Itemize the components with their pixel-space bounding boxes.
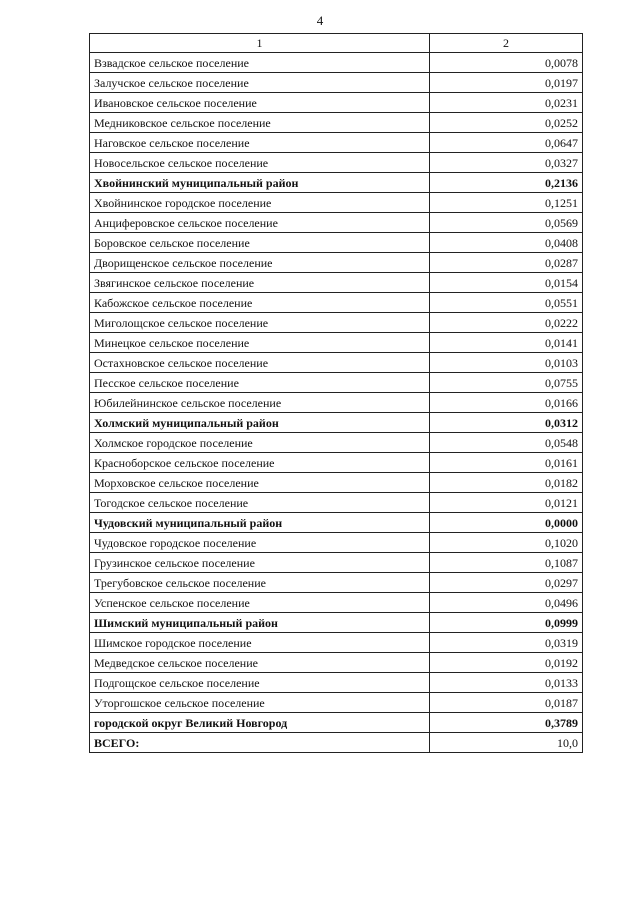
table-row <box>90 253 583 273</box>
row-value-cell: 0,3789 <box>430 713 583 733</box>
row-value-cell: 0,0103 <box>430 353 583 373</box>
row-name-cell: Анциферовское сельское поселение <box>90 213 430 233</box>
row-name-cell: Юбилейнинское сельское поселение <box>90 393 430 413</box>
row-value-cell: 0,2136 <box>430 173 583 193</box>
table-row-total <box>90 413 583 433</box>
table-row <box>90 493 583 513</box>
row-value-cell: 0,0222 <box>430 313 583 333</box>
row-name-cell: Шимское городское поселение <box>90 633 430 653</box>
table-row-total <box>90 733 583 753</box>
table-row-total <box>90 613 583 633</box>
row-name-cell: Холмский муниципальный район <box>90 413 430 433</box>
page-number: 4 <box>316 13 324 28</box>
row-name-cell: Кабожское сельское поселение <box>90 293 430 313</box>
column-header-1: 1 <box>90 34 430 53</box>
table-body <box>90 53 583 753</box>
table-row <box>90 453 583 473</box>
row-name-cell: Холмское городское поселение <box>90 433 430 453</box>
row-name-cell: Боровское сельское поселение <box>90 233 430 253</box>
row-name-cell: Чудовский муниципальный район <box>90 513 430 533</box>
row-name-cell: Успенское сельское поселение <box>90 593 430 613</box>
row-value-cell: 0,1251 <box>430 193 583 213</box>
data-table <box>89 33 583 753</box>
row-name-cell: Хвойнинское городское поселение <box>90 193 430 213</box>
table-row <box>90 393 583 413</box>
table-row <box>90 113 583 133</box>
row-value-cell: 0,0312 <box>430 413 583 433</box>
row-value-cell: 0,0319 <box>430 633 583 653</box>
row-value-cell: 0,0548 <box>430 433 583 453</box>
row-value-cell: 0,0121 <box>430 493 583 513</box>
row-name-cell: Остахновское сельское поселение <box>90 353 430 373</box>
row-value-cell: 0,0161 <box>430 453 583 473</box>
row-name-cell: Шимский муниципальный район <box>90 613 430 633</box>
row-value-cell: 0,0647 <box>430 133 583 153</box>
row-name-cell: Морховское сельское поселение <box>90 473 430 493</box>
row-name-cell: Наговское сельское поселение <box>90 133 430 153</box>
table-row-total <box>90 713 583 733</box>
table-row <box>90 433 583 453</box>
row-value-cell: 0,0408 <box>430 233 583 253</box>
table-row <box>90 273 583 293</box>
row-name-cell: Хвойнинский муниципальный район <box>90 173 430 193</box>
row-value-cell: 0,0133 <box>430 673 583 693</box>
row-value-cell: 0,0287 <box>430 253 583 273</box>
table-row <box>90 73 583 93</box>
row-name-cell: Красноборское сельское поселение <box>90 453 430 473</box>
table-row <box>90 673 583 693</box>
table-row <box>90 533 583 553</box>
row-value-cell: 0,0999 <box>430 613 583 633</box>
row-value-cell: 0,0000 <box>430 513 583 533</box>
table-row <box>90 473 583 493</box>
table-row <box>90 693 583 713</box>
row-name-cell: Новосельское сельское поселение <box>90 153 430 173</box>
header-row <box>90 34 583 53</box>
row-value-cell: 0,0192 <box>430 653 583 673</box>
table-row <box>90 593 583 613</box>
row-name-cell: Медведское сельское поселение <box>90 653 430 673</box>
row-value-cell: 0,0297 <box>430 573 583 593</box>
row-name-cell: Минецкое сельское поселение <box>90 333 430 353</box>
table-row <box>90 93 583 113</box>
row-value-cell: 10,0 <box>430 733 583 753</box>
row-name-cell: Чудовское городское поселение <box>90 533 430 553</box>
row-value-cell: 0,0141 <box>430 333 583 353</box>
row-value-cell: 0,1087 <box>430 553 583 573</box>
table-row <box>90 653 583 673</box>
table-row-total <box>90 513 583 533</box>
table-row <box>90 233 583 253</box>
row-value-cell: 0,0327 <box>430 153 583 173</box>
row-name-cell: Песское сельское поселение <box>90 373 430 393</box>
table-row <box>90 293 583 313</box>
table-row <box>90 633 583 653</box>
row-value-cell: 0,0182 <box>430 473 583 493</box>
row-value-cell: 0,0187 <box>430 693 583 713</box>
row-name-cell: Взвадское сельское поселение <box>90 53 430 73</box>
row-name-cell: городской округ Великий Новгород <box>90 713 430 733</box>
table-row-total <box>90 173 583 193</box>
row-name-cell: Тогодское сельское поселение <box>90 493 430 513</box>
row-value-cell: 0,0166 <box>430 393 583 413</box>
row-value-cell: 0,0231 <box>430 93 583 113</box>
row-name-cell: ВСЕГО: <box>90 733 430 753</box>
row-name-cell: Звягинское сельское поселение <box>90 273 430 293</box>
row-value-cell: 0,0252 <box>430 113 583 133</box>
column-header-2: 2 <box>430 34 583 53</box>
table-row <box>90 153 583 173</box>
row-name-cell: Медниковское сельское поселение <box>90 113 430 133</box>
table-row <box>90 373 583 393</box>
row-name-cell: Ивановское сельское поселение <box>90 93 430 113</box>
row-name-cell: Дворищенское сельское поселение <box>90 253 430 273</box>
table-row <box>90 193 583 213</box>
row-name-cell: Трегубовское сельское поселение <box>90 573 430 593</box>
row-value-cell: 0,0496 <box>430 593 583 613</box>
row-name-cell: Подгощское сельское поселение <box>90 673 430 693</box>
row-value-cell: 0,0154 <box>430 273 583 293</box>
row-value-cell: 0,0078 <box>430 53 583 73</box>
table-row <box>90 573 583 593</box>
table-row <box>90 353 583 373</box>
row-value-cell: 0,0569 <box>430 213 583 233</box>
table-row <box>90 53 583 73</box>
row-name-cell: Миголощское сельское поселение <box>90 313 430 333</box>
row-value-cell: 0,0551 <box>430 293 583 313</box>
table-row <box>90 313 583 333</box>
table-row <box>90 333 583 353</box>
row-name-cell: Уторгошское сельское поселение <box>90 693 430 713</box>
table-row <box>90 553 583 573</box>
row-value-cell: 0,0197 <box>430 73 583 93</box>
table-row <box>90 213 583 233</box>
row-value-cell: 0,1020 <box>430 533 583 553</box>
row-name-cell: Залучское сельское поселение <box>90 73 430 93</box>
row-name-cell: Грузинское сельское поселение <box>90 553 430 573</box>
table-row <box>90 133 583 153</box>
row-value-cell: 0,0755 <box>430 373 583 393</box>
